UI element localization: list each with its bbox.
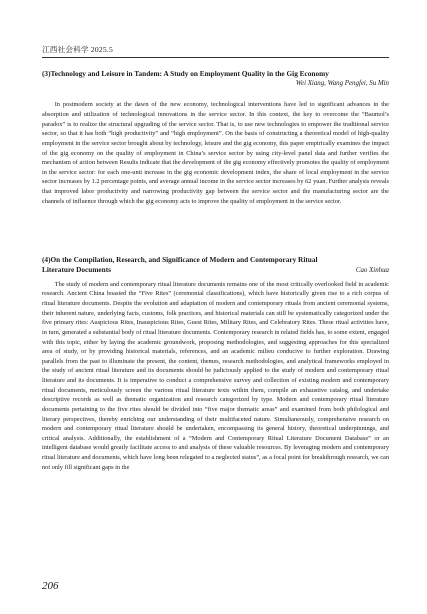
abstract-4 xyxy=(42,255,389,472)
abstract-body: The study of modern and contemporary ritual literature documents remains one of the most critically overlooked field in academic research. Ancient China boasted the “Five Rites” (ceremonial classifications), which have historically given rise to a rich corpus of ritual literature documents. Despite the evolution and adaptation of modern and contemporary rituals from ancient ceremonial systems, their inherent nature, underlying facts, customs, folk practices, and historical materials can still be systematically categorized under the five primary rites: Auspicious Rites, Inauspicious Rites, Guest Rites, Military Rites, and Celebratory Rites. These ritual activities have, in turn, generated a substantial body of ritual literature documents. Contemporary research in related fields has, to some extent, engaged with this topic, either by laying the academic groundwork, proposing methodologies, and suggesting approaches for this specialized area of study, or by providing historical materials, references, and an academic milieu conducive to further exploration. Drawing parallels from the past to illuminate the present, the content, themes, research methodologies, and analytical frameworks employed in the study of ancient ritual literature and its documents should be judiciously applied to the study of modern and contemporary ritual literature and its documents. It is imperative to conduct a comprehensive survey and collection of existing modern and contemporary ritual documents, meticulously screen the various ritual literature texts within them, compile an exhaustive catalog, and undertake descriptive records as well as thematic organization and research categorized by type. Modern and contemporary ritual literature documents pertaining to the five rites should be divided into “five major thematic areas” and examined from both philological and literary perspectives, thereby enriching our understanding of their multifaceted nature. Simultaneously, comprehensive research on modern and contemporary ritual literature should be undertaken, encompassing its general history, theoretical underpinnings, and critical analysis. Additionally, the establishment of a “Modern and Contemporary Ritual Literature Document Database” or an intelligent database would greatly facilitate access to and analysis of these valuable resources. By leveraging modern and contemporary ritual literature and documents, which have long been relegated to a neglected status”, as a focal point for breakthrough research, we can not only fill significant gaps in the xyxy=(42,280,389,471)
abstract-title: (3)Technology and Leisure in Tandem: A Study on Employment Quality in the Gig Economy xyxy=(42,69,329,78)
abstract-title: (4)On the Compilation, Research, and Significance of Modern and Contemporary Ritual Literature Documents xyxy=(42,255,318,275)
running-header: 江西社会科学 2025.5 xyxy=(42,45,113,54)
abstract-body: In postmodern society at the dawn of the new economy, technological interventions have led to significant advances in the absorption and utilization of technological innovations in the service sector. In this context, the key to overcome the “Baumol’s paradox” is to realize the structural upgrading of the service sector. That is, to use new technologies to empower the traditional service sector, so that it has both “high productivity” and “high employment”. On the basis of constructing a theoretical model of high-quality employment in the service sector brought about by technology, leisure and the gig economy, this paper empirically examines the impact of the gig economy on the quality of employment in China’s service sector by using city-level panel data and further verifies the mechanism of action between Results indicate that the development of the gig economy effectively promotes the quality of employment in the service sector: for each one-unit increase in the gig economic development index, the share of local employment in the service sector increases by 1.2 percentage points, and average annual income in the service sector increases by 62 yuan. Further analysis reveals that improved labor productivity and narrowing productivity gap between the service sector and the manufacturing sector are the channels of influence through which the gig economy acts to improve the quality of employment in the service sector. xyxy=(42,101,389,205)
abstract-authors: Wei Xiang, Wang Pengfei, Su Min xyxy=(295,80,389,88)
abstract-title-row xyxy=(42,255,389,276)
header-rule xyxy=(42,57,389,58)
abstract-3 xyxy=(42,69,389,206)
abstract-authors: Cao Xinhua xyxy=(355,266,389,274)
page-number: 206 xyxy=(42,580,59,592)
